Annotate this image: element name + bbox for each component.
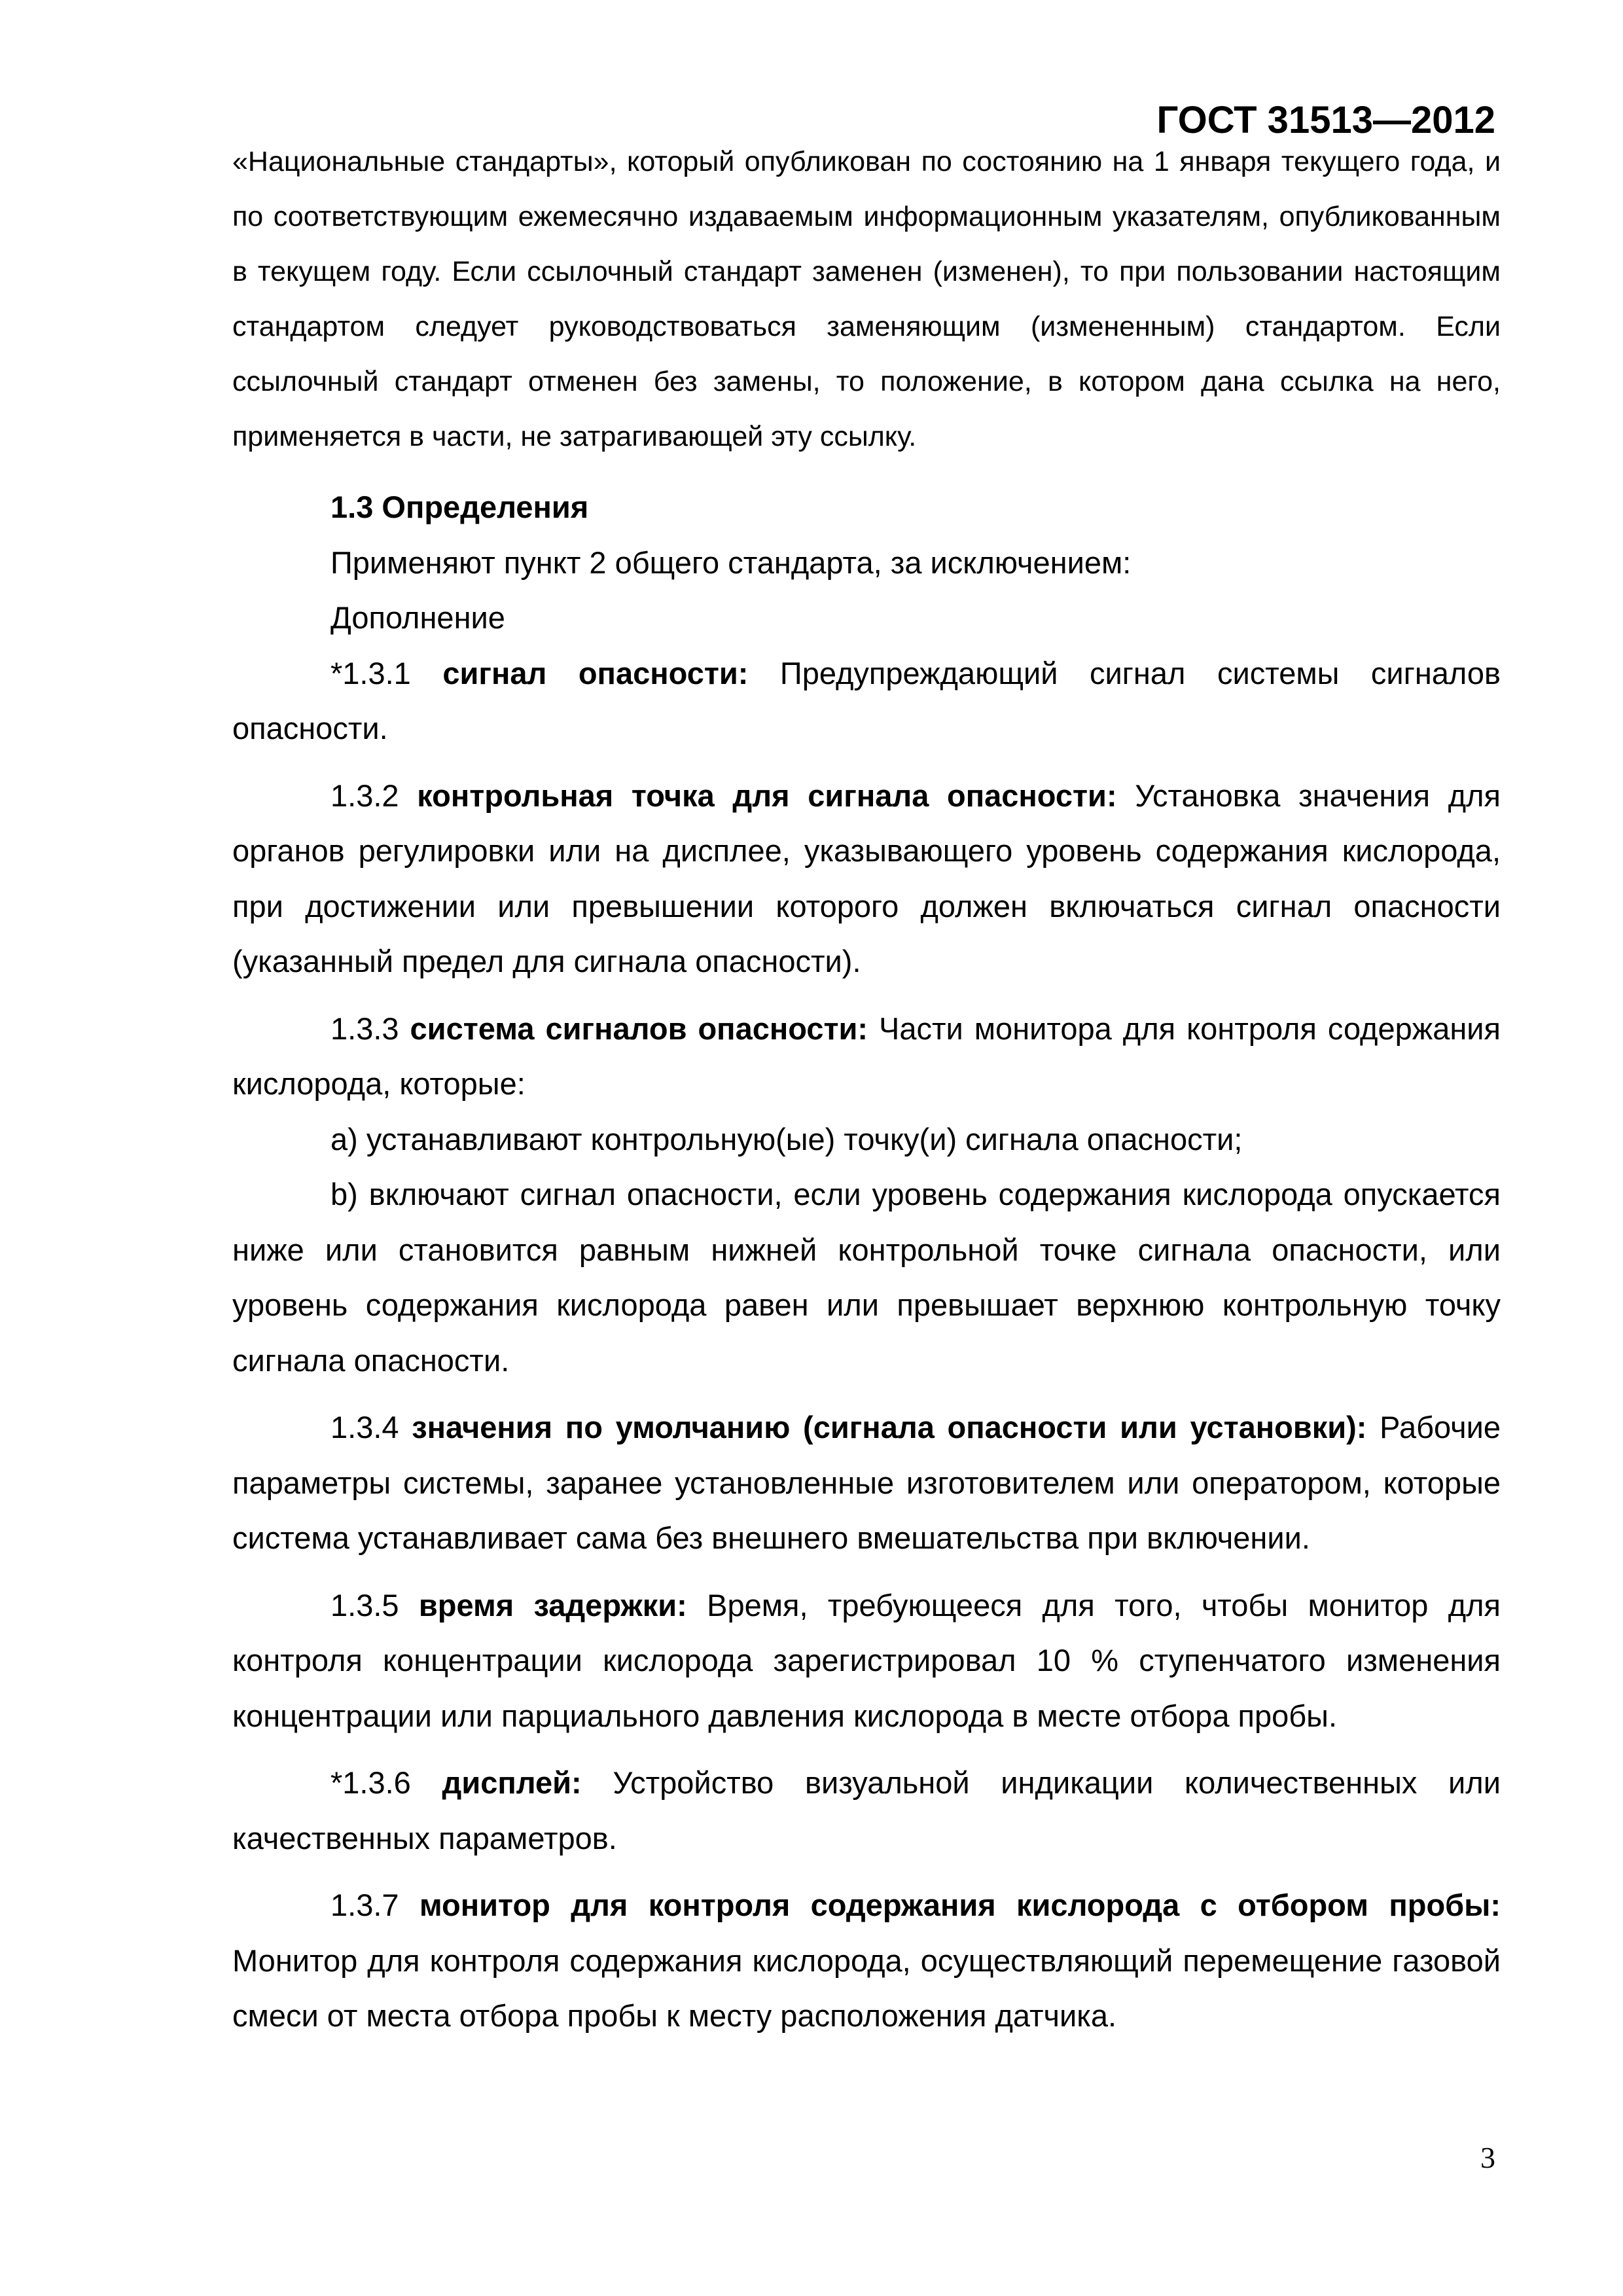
def-term: контрольная точка для сигнала опасности: xyxy=(417,778,1117,813)
list-item-b: b) включают сигнал опасности, если уровень содержания кислорода опускается ниже или становится равным нижней контрольной точке сигнала опасности, или уровень содержания кислорода равен или превышает верхнюю контрольную точку сигнала опасности. xyxy=(232,1177,1501,1378)
def-text: Монитор для контроля содержания кислорода, осуществляющий перемещение газовой смеси от места отбора пробы к месту расположения датчика. xyxy=(232,1943,1501,2033)
def-number: 1.3.3 xyxy=(330,1011,410,1046)
def-text: Рабочие параметры системы, заранее установленные изготовителем или оператором, которые система устанавливает сама без внешнего вмешательства при включении. xyxy=(232,1410,1501,1555)
page-number: 3 xyxy=(1480,2141,1495,2174)
definition-1-3-3 xyxy=(232,1001,1501,1112)
definition-1-3-2 xyxy=(232,768,1501,990)
def-term: значения по умолчанию (сигнала опасности или установки): xyxy=(412,1410,1367,1444)
def-number: *1.3.6 xyxy=(330,1765,442,1800)
definition-1-3-1 xyxy=(232,646,1501,757)
def-number: 1.3.5 xyxy=(330,1587,419,1623)
def-term: дисплей: xyxy=(442,1765,582,1800)
definition-1-3-7 xyxy=(232,1878,1501,2044)
def-text: Установка значения для органов регулировки или на дисплее, указывающего уровень содержания кислорода, при достижении или превышении которого должен включаться сигнал опасности (указанный предел для сигнала опасности). xyxy=(232,778,1501,978)
def-text: Предупреждающий сигнал системы сигналов опасности. xyxy=(232,655,1501,745)
definition-1-3-4 xyxy=(232,1400,1501,1566)
def-number: 1.3.7 xyxy=(330,1888,419,1922)
def-number: 1.3.2 xyxy=(330,778,418,813)
def-text: Части монитора для контроля содержания кислорода, которые: xyxy=(232,1011,1501,1101)
def-term: сигнал опасности: xyxy=(442,655,749,691)
definition-1-3-5 xyxy=(232,1578,1501,1744)
def-text: Время, требующееся для того, чтобы монитор для контроля концентрации кислорода зарегистрировал 10 % ступенчатого изменения концентрации или парциального давления кислорода в месте отбора пробы. xyxy=(232,1587,1501,1733)
page-content xyxy=(232,134,1501,2044)
def-text: Устройство визуальной индикации количественных или качественных параметров. xyxy=(232,1765,1501,1856)
list-item-a: а) устанавливают контрольную(ые) точку(и) сигнала опасности; xyxy=(330,1121,1243,1157)
def-number: 1.3.4 xyxy=(330,1410,412,1444)
section-title: 1.3 Определения xyxy=(330,490,589,524)
def-term: система сигналов опасности: xyxy=(410,1011,868,1046)
def-term: монитор для контроля содержания кислорода с отбором пробы: xyxy=(419,1888,1501,1922)
section-lead: Применяют пункт 2 общего стандарта, за исключением: xyxy=(330,545,1132,580)
intro-paragraph: «Национальные стандарты», который опубликован по состоянию на 1 января текущего года, и по соответствующим ежемесячно издаваемым информационным указателям, опубликованным в текущем году. Если ссылочный стандарт заменен (изменен), то при пользовании настоящим стандартом следует руководствоваться заменяющим (измененным) стандартом. Если ссылочный стандарт отменен без замены, то положение, в котором дана ссылка на него, применяется в части, не затрагивающей эту ссылку. xyxy=(232,146,1501,452)
standard-header: ГОСТ 31513—2012 xyxy=(1156,99,1495,141)
def-number: *1.3.1 xyxy=(330,655,443,691)
def-term: время задержки: xyxy=(418,1587,687,1623)
definition-1-3-6 xyxy=(232,1755,1501,1866)
supplement-label: Дополнение xyxy=(330,600,505,635)
